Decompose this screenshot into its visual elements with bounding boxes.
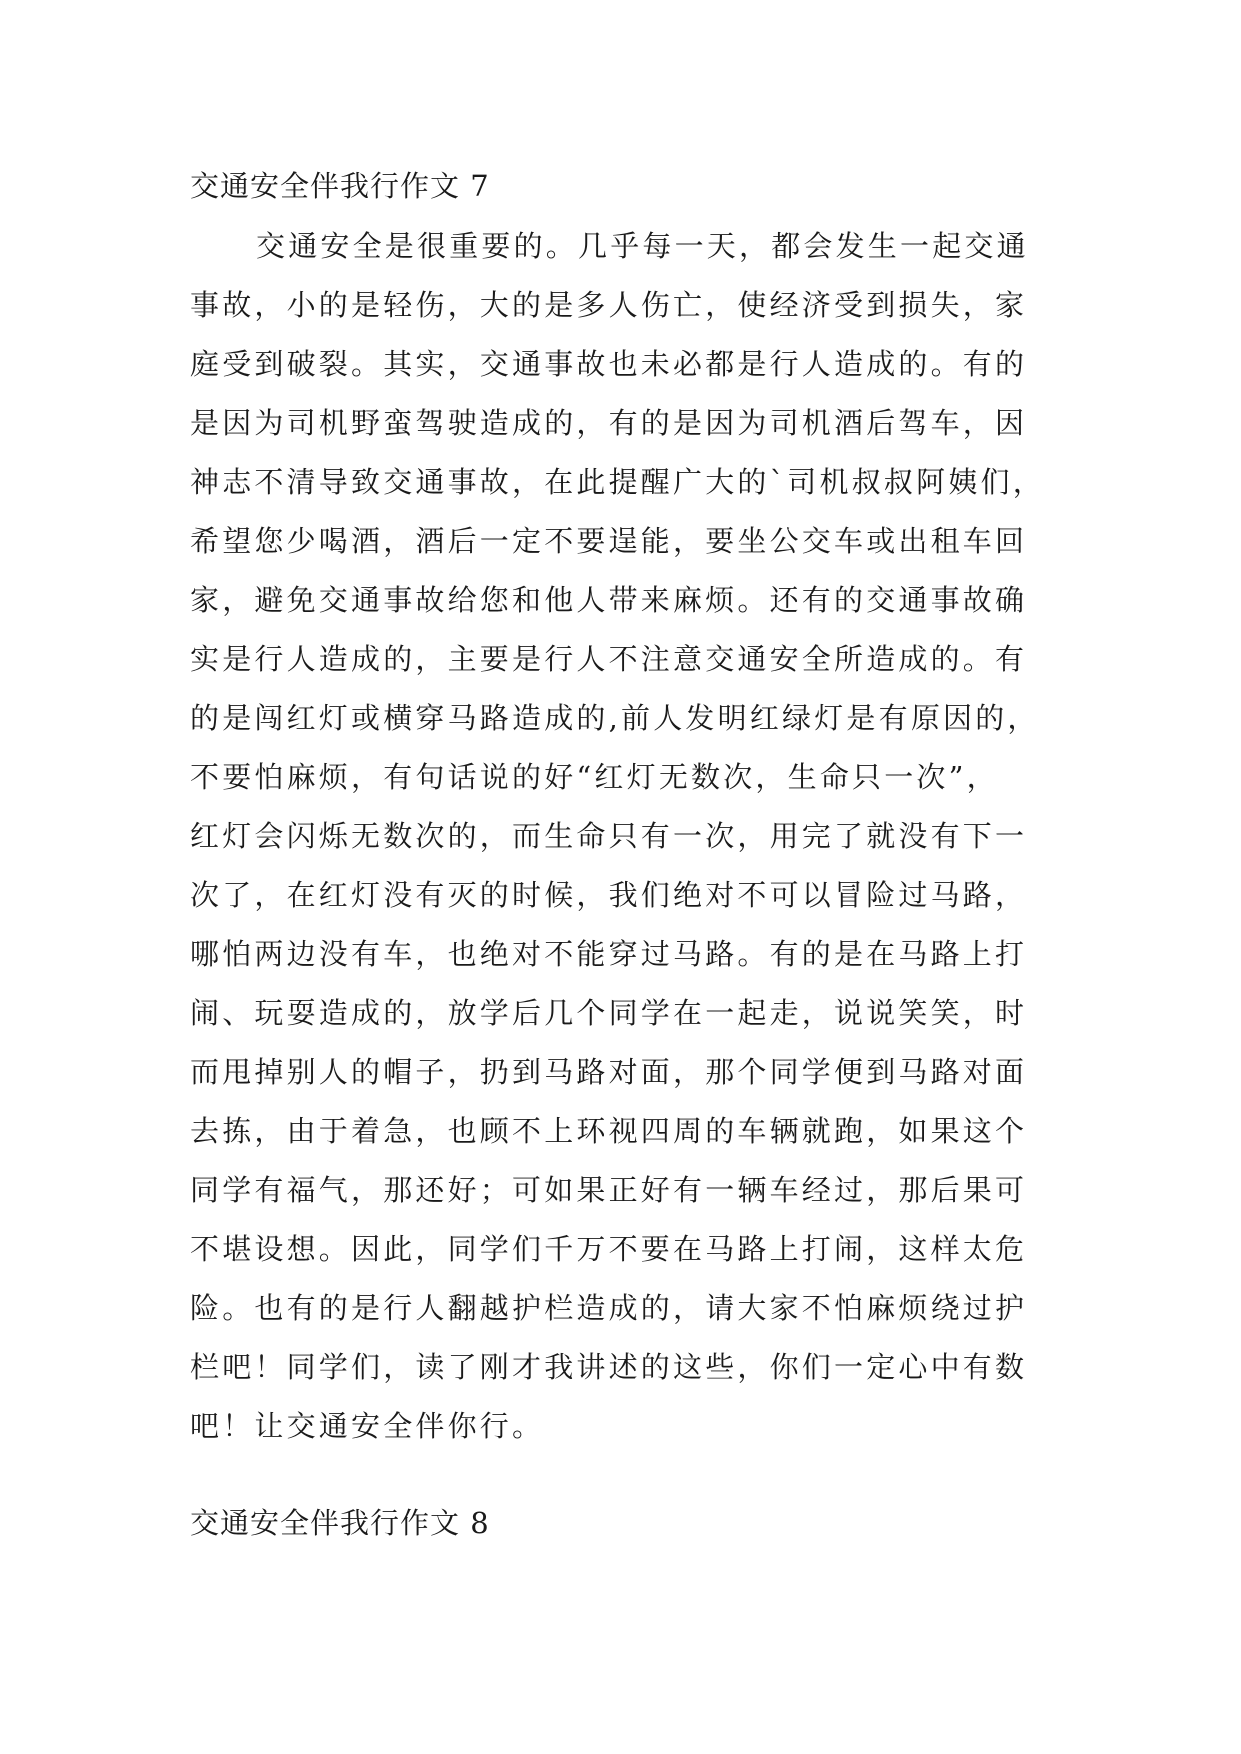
paragraph-line: 红灯会闪烁无数次的，而生命只有一次，用完了就没有下一 [190,819,1028,853]
section-title: 交通安全伴我行作文 8 [190,1506,490,1540]
paragraph-line: 交通安全是很重要的。几乎每一天，都会发生一起交通 [256,229,1029,263]
paragraph-line: 是因为司机野蛮驾驶造成的，有的是因为司机酒后驾车，因 [190,406,1028,440]
paragraph-line: 家，避免交通事故给您和他人带来麻烦。还有的交通事故确 [190,583,1028,617]
essay-body [190,217,1050,1456]
paragraph-line: 而甩掉别人的帽子，扔到马路对面，那个同学便到马路对面 [190,1055,1028,1089]
paragraph-line: 去拣，由于着急，也顾不上环视四周的车辆就跑，如果这个 [190,1114,1028,1148]
paragraph-line: 吧！让交通安全伴你行。 [190,1409,545,1443]
paragraph-line: 哪怕两边没有车，也绝对不能穿过马路。有的是在马路上打 [190,937,1028,971]
paragraph-line: 栏吧！同学们，读了刚才我讲述的这些，你们一定心中有数 [190,1350,1028,1384]
paragraph-line: 实是行人造成的，主要是行人不注意交通安全所造成的。有 [190,642,1028,676]
paragraph-line: 事故，小的是轻伤，大的是多人伤亡，使经济受到损失，家 [190,288,1028,322]
paragraph-line: 希望您少喝酒，酒后一定不要逞能，要坐公交车或出租车回 [190,524,1028,558]
paragraph-line: 闹、玩耍造成的，放学后几个同学在一起走，说说笑笑，时 [190,996,1028,1030]
paragraph-line: 不堪设想。因此，同学们千万不要在马路上打闹，这样太危 [190,1232,1028,1266]
paragraph-line: 神志不清导致交通事故，在此提醒广大的`司机叔叔阿姨们， [190,465,1045,499]
paragraph-line: 的是闯红灯或横穿马路造成的,前人发明红绿灯是有原因的， [190,701,1040,735]
paragraph-line: 不要怕麻烦，有句话说的好“红灯无数次，生命只一次”， [190,760,999,794]
section-title: 交通安全伴我行作文 7 [190,169,490,203]
paragraph-line: 险。也有的是行人翻越护栏造成的，请大家不怕麻烦绕过护 [190,1291,1028,1325]
paragraph-line: 庭受到破裂。其实，交通事故也未必都是行人造成的。有的 [190,347,1028,381]
paragraph-line: 同学有福气，那还好；可如果正好有一辆车经过，那后果可 [190,1173,1028,1207]
paragraph-line: 次了，在红灯没有灭的时候，我们绝对不可以冒险过马路， [190,878,1028,912]
